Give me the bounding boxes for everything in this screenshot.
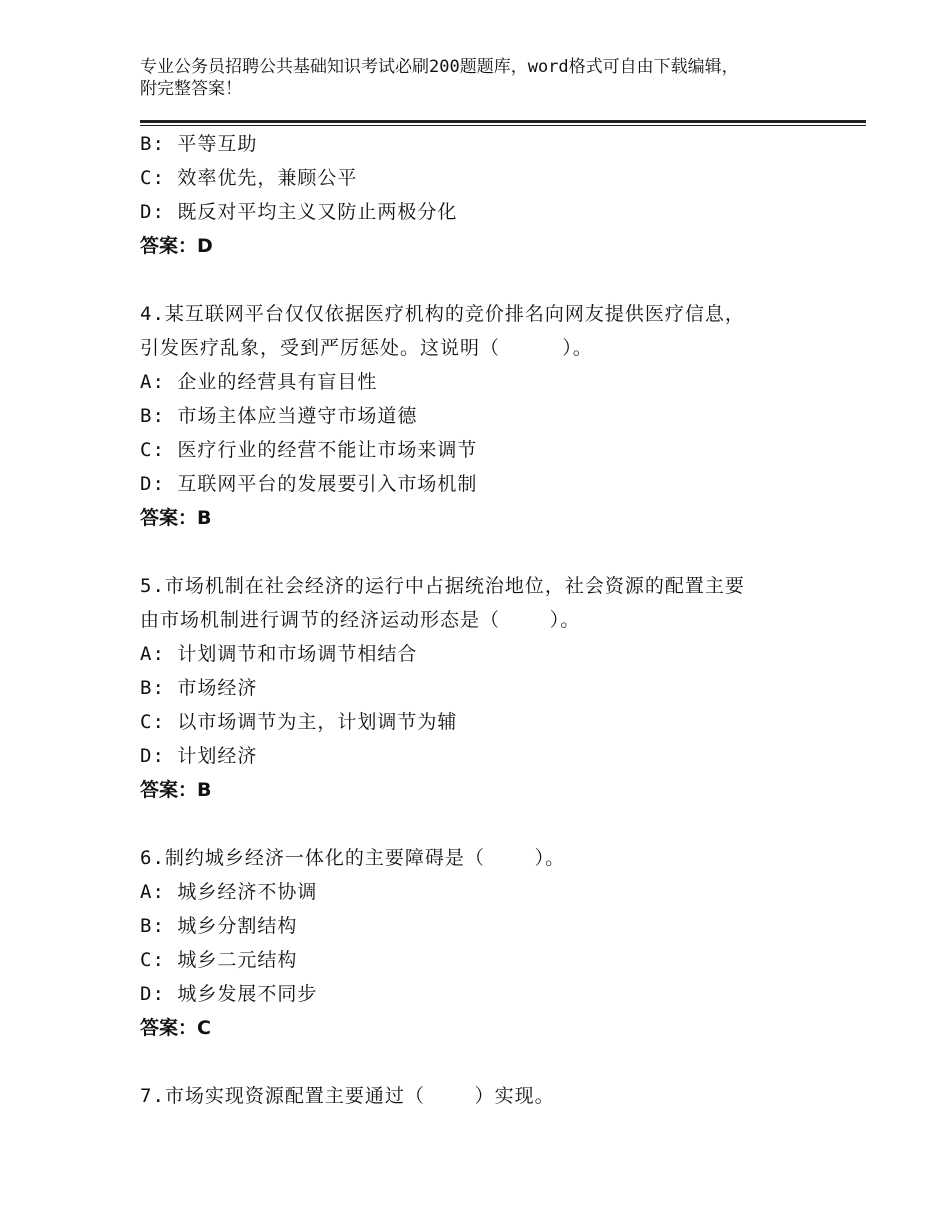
question-4	[140, 297, 866, 535]
question-stem: 4.某互联网平台仅仅依据医疗机构的竞价排名向网友提供医疗信息，	[140, 303, 745, 325]
question-stem: 由市场机制进行调节的经济运动形态是（ ）。	[140, 609, 581, 631]
option-c: C: 以市场调节为主，计划调节为辅	[140, 711, 458, 733]
question-stem: 引发医疗乱象，受到严厉惩处。这说明（ ）。	[140, 337, 593, 359]
question-content	[140, 127, 866, 1113]
answer: 答案：C	[140, 1017, 211, 1039]
option-b: B: 平等互助	[140, 133, 258, 155]
spacer	[140, 1045, 866, 1079]
option-a: A: 企业的经营具有盲目性	[140, 371, 378, 393]
header-line-1: 专业公务员招聘公共基础知识考试必刷200题题库，word格式可自由下载编辑，	[140, 57, 739, 77]
spacer	[140, 535, 866, 569]
option-d: D: 计划经济	[140, 745, 258, 767]
option-d: D: 互联网平台的发展要引入市场机制	[140, 473, 478, 495]
spacer	[140, 263, 866, 297]
answer: 答案：B	[140, 507, 212, 529]
option-d: D: 既反对平均主义又防止两极分化	[140, 201, 458, 223]
page-header	[140, 56, 840, 100]
option-c: C: 城乡二元结构	[140, 949, 298, 971]
question-6	[140, 841, 866, 1045]
spacer	[140, 807, 866, 841]
option-a: A: 城乡经济不协调	[140, 881, 318, 903]
header-divider-thick	[140, 120, 866, 123]
question-stem: 5.市场机制在社会经济的运行中占据统治地位，社会资源的配置主要	[140, 575, 745, 597]
answer: 答案：D	[140, 235, 213, 257]
option-b: B: 市场经济	[140, 677, 258, 699]
option-d: D: 城乡发展不同步	[140, 983, 318, 1005]
question-3	[140, 127, 866, 263]
question-7	[140, 1079, 866, 1113]
question-stem: 7.市场实现资源配置主要通过（ ）实现。	[140, 1085, 555, 1107]
option-b: B: 城乡分割结构	[140, 915, 298, 937]
answer: 答案：B	[140, 779, 212, 801]
option-c: C: 医疗行业的经营不能让市场来调节	[140, 439, 478, 461]
question-stem: 6.制约城乡经济一体化的主要障碍是（ ）。	[140, 847, 566, 869]
header-divider-thin	[140, 125, 866, 126]
option-b: B: 市场主体应当遵守市场道德	[140, 405, 418, 427]
question-5	[140, 569, 866, 807]
header-line-2: 附完整答案！	[140, 79, 242, 99]
option-a: A: 计划调节和市场调节相结合	[140, 643, 418, 665]
option-c: C: 效率优先，兼顾公平	[140, 167, 358, 189]
